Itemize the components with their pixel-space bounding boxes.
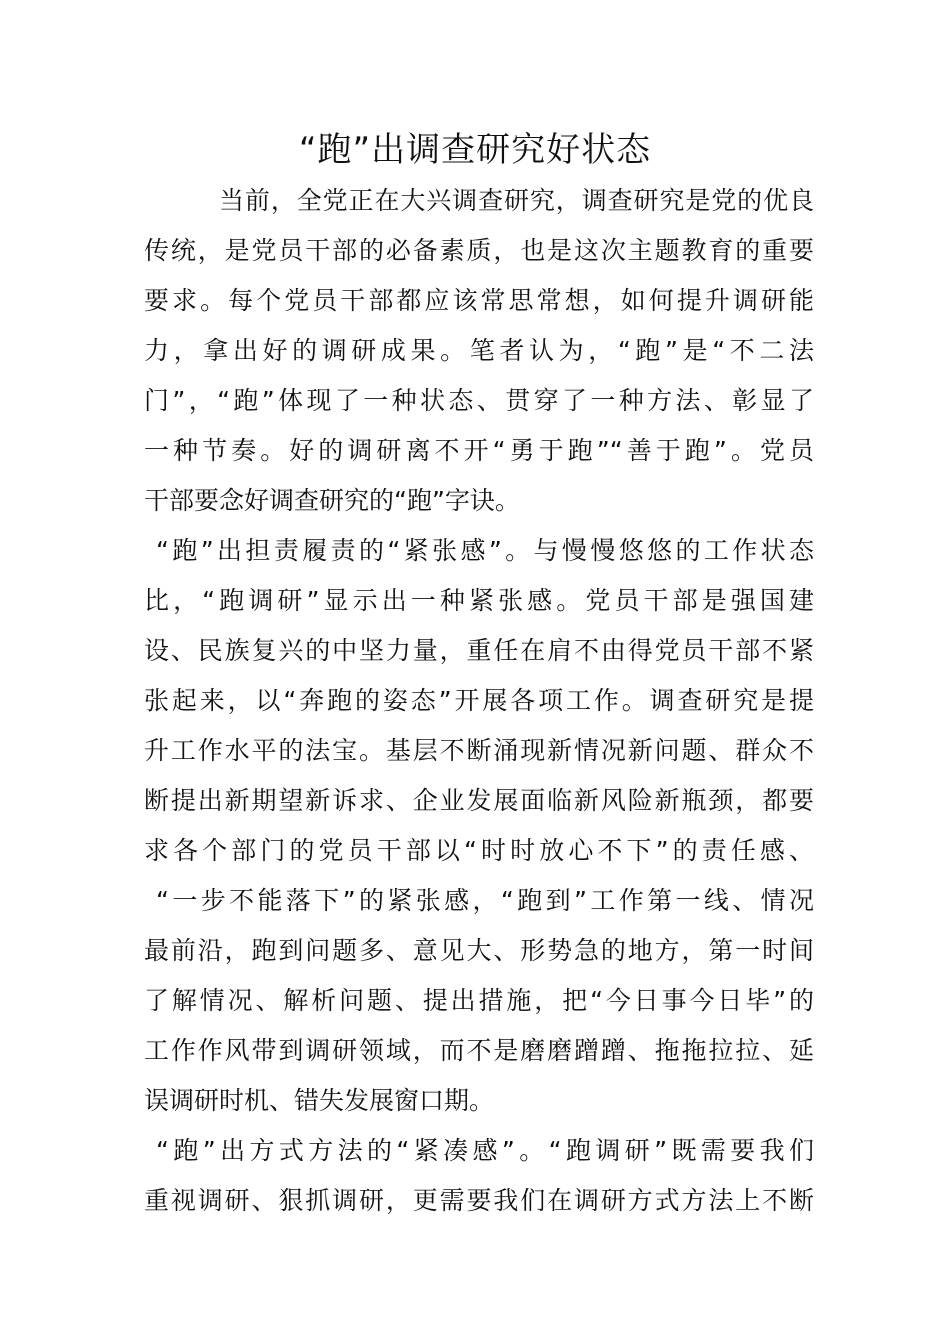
text-line: 力，拿出好的调研成果。笔者认为，“跑”是“不二法 [144,336,814,365]
text-line: 比，“跑调研”显示出一种紧张感。党员干部是强国建 [144,586,814,615]
text-line: 断提出新期望新诉求、企业发展面临新风险新瓶颈，都要 [144,786,814,815]
text-line: “跑”出方式方法的“紧凑感”。“跑调研”既需要我们 [156,1136,814,1165]
text-line: 工作作风带到调研领域，而不是磨磨蹭蹭、拖拖拉拉、延 [144,1036,814,1065]
text-line: 门”，“跑”体现了一种状态、贯穿了一种方法、彰显了 [144,386,814,415]
text-line: 传统，是党员干部的必备素质，也是这次主题教育的重要 [144,236,814,265]
text-line: “一步不能落下”的紧张感，“跑到”工作第一线、情况 [156,886,814,915]
text-line: 设、民族复兴的中坚力量，重任在肩不由得党员干部不紧 [144,636,814,665]
text-line: 干部要念好调查研究的“跑”字诀。 [144,486,520,515]
document-title: “跑”出调查研究好状态 [298,130,652,170]
text-line: 张起来，以“奔跑的姿态”开展各项工作。调查研究是提 [144,686,814,715]
text-line: 最前沿，跑到问题多、意见大、形势急的地方，第一时间 [144,936,814,965]
text-line: “跑”出担责履责的“紧张感”。与慢慢悠悠的工作状态 [156,536,814,565]
text-line: 了解情况、解析问题、提出措施，把“今日事今日毕”的 [144,986,814,1015]
text-line: 当前，全党正在大兴调查研究，调查研究是党的优良 [219,186,814,215]
text-line: 求各个部门的党员干部以“时时放心不下”的责任感、 [144,836,814,865]
text-line: 误调研时机、错失发展窗口期。 [144,1086,495,1115]
text-line: 重视调研、狠抓调研，更需要我们在调研方式方法上不断 [144,1186,814,1215]
text-line: 升工作水平的法宝。基层不断涌现新情况新问题、群众不 [144,736,814,765]
text-line: 一种节奏。好的调研离不开“勇于跑”“善于跑”。党员 [144,436,814,465]
text-line: 要求。每个党员干部都应该常思常想，如何提升调研能 [144,286,814,315]
